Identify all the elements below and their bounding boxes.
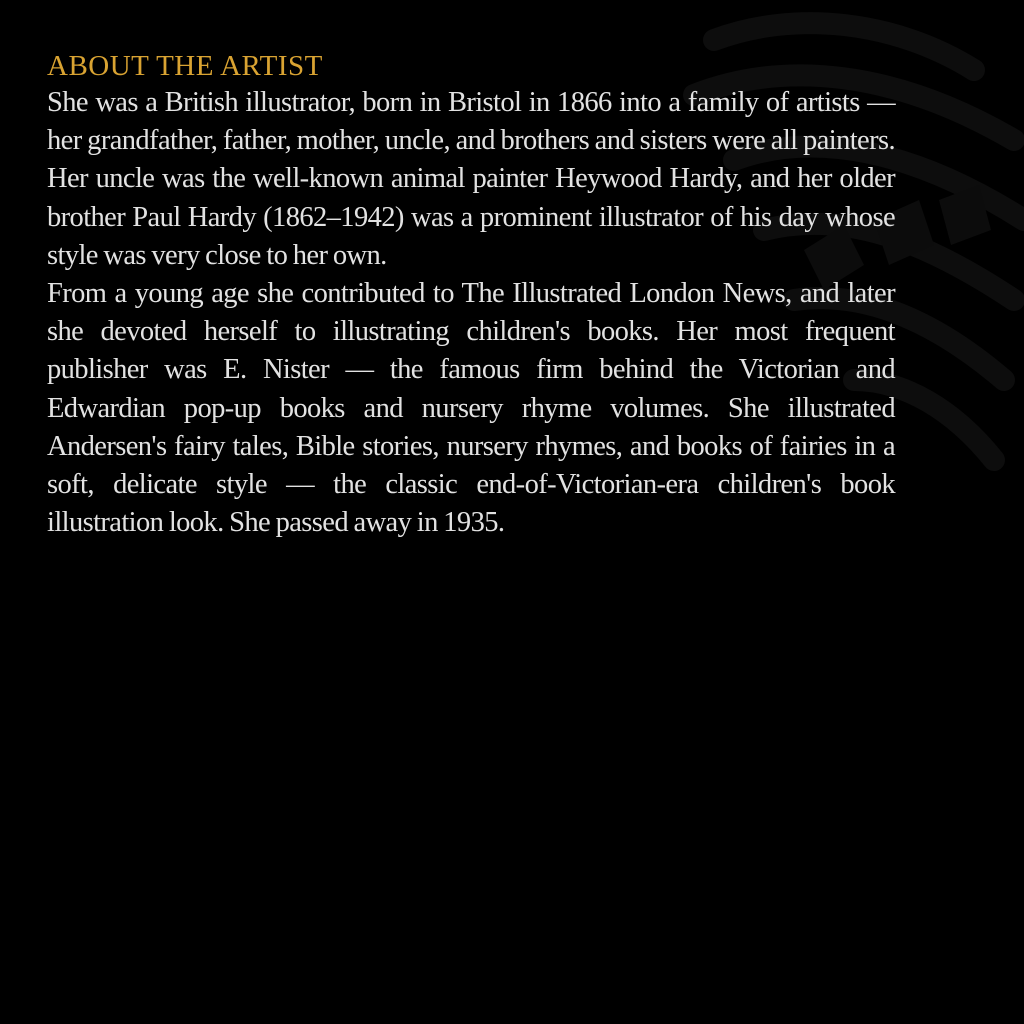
section-title: ABOUT THE ARTIST	[47, 50, 323, 82]
biography-paragraph-1: She was a British illustrator, born in Bristol in 1866 into a family of artists — her grandfather, father, mother, uncle, and brothers and sisters were all painters. Her uncle was the well-known animal painter Heywood Hardy, and her older brother Paul Hardy (1862–1942) was a prominent illustrator of his day whose style was very close to her own.	[47, 87, 895, 271]
biography-paragraph-2: From a young age she contributed to The Illustrated London News, and later she devoted herself to illustrating children's books. Her most frequent publisher was E. Nister — the famous firm behind the Victorian and Edwardian pop-up books and nursery rhyme volumes. She illustrated Andersen's fairy tales, Bible stories, nursery rhymes, and books of fairies in a soft, delicate style — the classic end-of-Victorian-era children's book illustration look. She passed away in 1935.	[47, 278, 895, 539]
about-section	[47, 48, 895, 542]
